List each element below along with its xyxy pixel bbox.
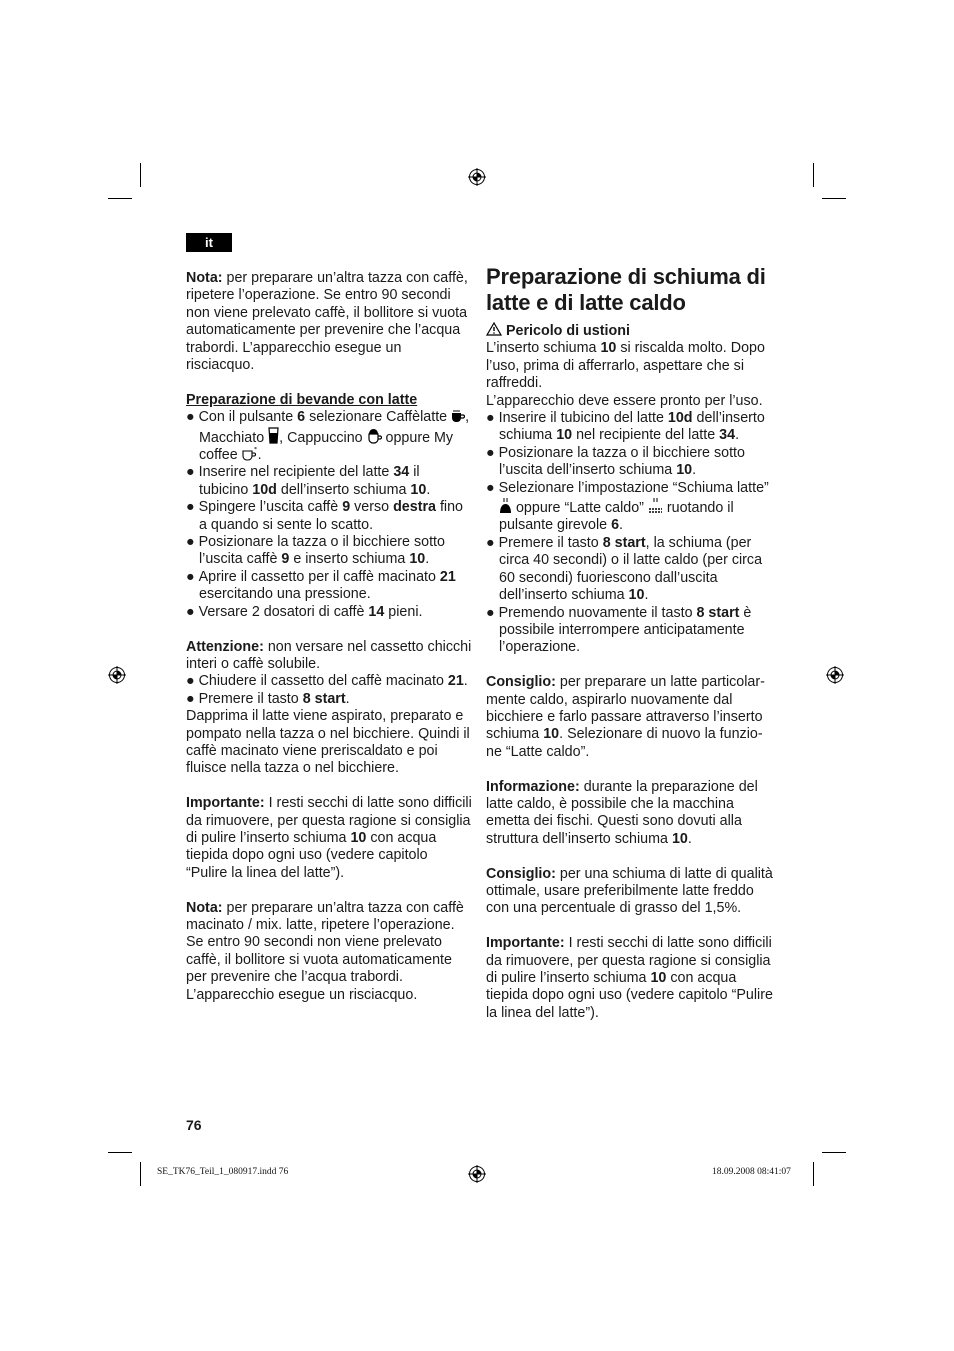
left-column xyxy=(186,270,472,1004)
crop-mark xyxy=(822,198,846,199)
hot-milk-icon xyxy=(648,497,663,514)
list-item: ● Spingere l’uscita caffè 9 verso destra fino a quando si sente lo scatto. xyxy=(186,499,464,533)
list-item: ● Con il pulsante 6 selezionare Caffèlatte , Macchiato , Cappuccino oppure My coffee * . xyxy=(186,409,470,464)
list-item: ● Posizionare la tazza o il bicchiere sotto l’uscita dell’inserto schiuma 10. xyxy=(486,444,745,479)
nota-paragraph: Nota: per preparare un’altra tazza con caffè, ripetere l’operazione. Se entro 90 secondi non viene prelevato caffè, il bollitore si vuota automaticamente per prevenire che l’acqua trabordi. L’apparecchio esegue un risciacquo. xyxy=(186,270,468,374)
list-item: ● Inserire nel recipiente del latte 34 il tubicino 10d dell’inserto schiuma 10. xyxy=(186,464,431,498)
list-item: ● Premere il tasto 8 start, la schiuma (per circa 40 secondi) o il latte caldo (per circa 60 secondi) fuoriescono dall’uscita dell’inserto schiuma 10. xyxy=(486,534,763,604)
registration-mark-icon xyxy=(826,666,844,684)
importante-paragraph: Importante: I resti secchi di latte sono difficili da rimuovere, per questa ragione si consiglia di pulire l’inserto schiuma 10 con acqua tiepida dopo ogni uso (vedere capitolo “Pulire la linea del latte”). xyxy=(486,935,773,1021)
footer-file-info: SE_TK76_Teil_1_080917.indd 76 xyxy=(157,1167,289,1177)
registration-mark-icon xyxy=(468,168,486,186)
my-coffee-cup-icon xyxy=(242,447,258,461)
crop-mark xyxy=(140,163,141,187)
list-item: ● Chiudere il cassetto del caffè macinato 21. xyxy=(186,673,468,690)
caffelatte-cup-icon xyxy=(451,410,465,423)
consiglio-paragraph: Consiglio: per preparare un latte particolar-mente caldo, aspirarlo nuovamente dal bicchiere e farlo passare attraverso l’inserto schiuma 10. Selezionare di nuovo la funzio-ne “Latte caldo”. xyxy=(486,674,765,760)
registration-mark-icon xyxy=(108,666,126,684)
crop-mark xyxy=(813,163,814,187)
footer-timestamp: 18.09.2008 08:41:07 xyxy=(712,1167,791,1177)
body-paragraph: L’apparecchio deve essere pronto per l’uso. xyxy=(486,392,763,409)
crop-mark xyxy=(822,1152,846,1153)
list-item: ● Premere il tasto 8 start. xyxy=(186,690,350,707)
macchiato-glass-icon xyxy=(268,427,279,444)
attenzione-paragraph: Attenzione: non versare nel cassetto chicchi interi o caffè solubile. xyxy=(186,638,472,672)
importante-paragraph: Importante: I resti secchi di latte sono difficili da rimuovere, per questa ragione si consiglia di pulire l’inserto schiuma 10 con acqua tiepida dopo ogni uso (vedere capitolo “Pulire la linea del latte”). xyxy=(186,795,472,881)
consiglio-paragraph: Consiglio: per una schiuma di latte di qualità ottimale, usare preferibilmente latte freddo con una percentuale di grasso del 1,5%. xyxy=(486,865,773,917)
list-item: ● Versare 2 dosatori di caffè 14 pieni. xyxy=(186,603,423,620)
milk-foam-icon xyxy=(499,497,512,514)
crop-mark xyxy=(108,1152,132,1153)
warning-triangle-icon xyxy=(486,322,502,336)
registration-mark-icon xyxy=(468,1165,486,1183)
list-item: ● Premendo nuovamente il tasto 8 start è possibile interrompere anticipatamente l’operazione. xyxy=(486,604,752,656)
list-item: ● Selezionare l’impostazione “Schiuma latte” oppure “Latte caldo” ruotando il pulsante girevole 6. xyxy=(486,479,769,534)
body-paragraph: L’inserto schiuma 10 si riscalda molto. Dopo l’uso, prima di afferrarlo, aspettare che si raffreddi. xyxy=(486,340,765,392)
body-paragraph: Dapprima il latte viene aspirato, preparato e pompato nella tazza o nel bicchiere. Quindi il caffè macinato viene preriscaldato e poi fluisce nella tazza o nel bicchiere. xyxy=(186,708,470,777)
language-tag: it xyxy=(186,233,232,252)
section-heading: Preparazione di schiuma di latte e di latte caldo xyxy=(486,264,766,315)
crop-mark xyxy=(813,1162,814,1186)
section-subheading: Preparazione di bevande con latte xyxy=(186,391,418,408)
informazione-paragraph: Informazione: durante la preparazione del latte caldo, è possibile che la macchina emetta dei fischi. Questi sono dovuti alla struttura dell’inserto schiuma 10. xyxy=(486,778,758,847)
cappuccino-cup-icon xyxy=(367,427,382,444)
warning-line: Pericolo di ustioni xyxy=(486,322,776,340)
crop-mark xyxy=(108,198,132,199)
crop-mark xyxy=(140,1162,141,1186)
page-number: 76 xyxy=(186,1117,202,1133)
list-item: ● Posizionare la tazza o il bicchiere sotto l’uscita caffè 9 e inserto schiuma 10. xyxy=(186,534,445,568)
nota-paragraph: Nota: per preparare un’altra tazza con caffè macinato / mix. latte, ripetere l’operazione. Se entro 90 secondi non viene prelevato caffè, il bollitore si vuota automaticamente per prevenire che l’acqua trabordi. L’apparecchio esegue un risciacquo. xyxy=(186,899,464,1003)
list-item: ● Inserire il tubicino del latte 10d dell’inserto schiuma 10 nel recipiente del latte 34. xyxy=(486,410,765,444)
right-column xyxy=(486,264,776,1022)
list-item: ● Aprire il cassetto per il caffè macinato 21 esercitando una pressione. xyxy=(186,568,456,603)
svg-text:*: * xyxy=(253,447,257,454)
